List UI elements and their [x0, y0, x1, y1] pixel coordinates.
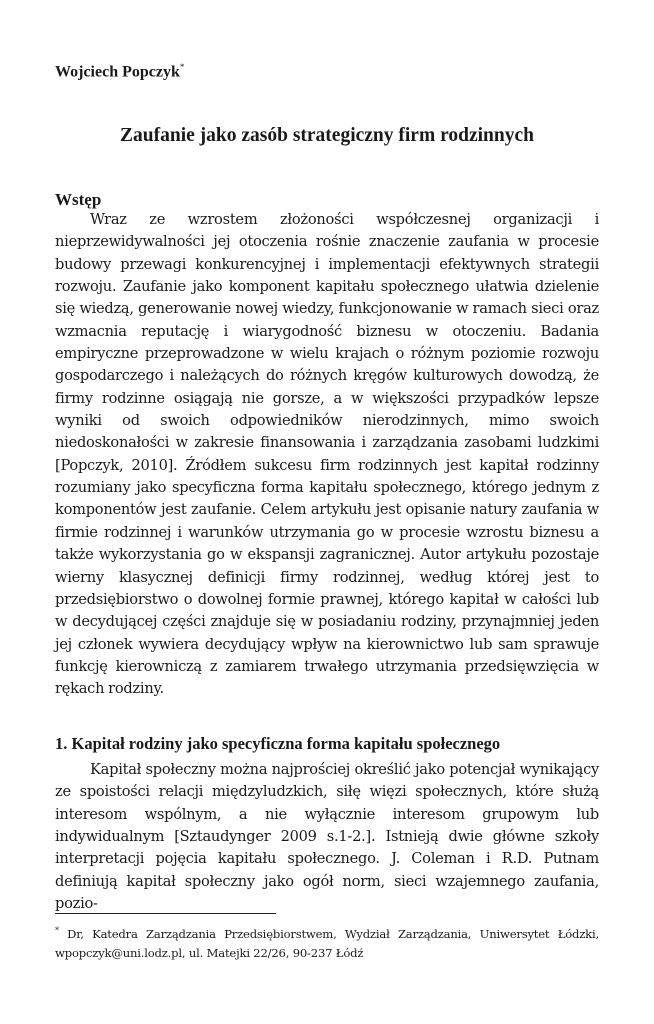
- section-1-heading: 1. Kapitał rodziny jako specyficzna forma kapitału społecznego: [55, 734, 501, 753]
- footnote-marker: *: [55, 926, 59, 935]
- paper-title: Zaufanie jako zasób strategiczny firm rodzinnych: [120, 125, 534, 146]
- footnote-text: Dr, Katedra Zarządzania Przedsiębiorstwem, Wydział Zarządzania, Uniwersytet Łódzki, wpopczyk@uni.lodz.pl, ul. Matejki 22/26, 90-237 Łódź: [55, 926, 599, 960]
- author-footnote-marker: *: [179, 62, 185, 72]
- footnote-divider: [55, 913, 276, 914]
- intro-paragraph: Wraz ze wzrostem złożoności współczesnej organizacji i nieprzewidywalności jej otoczenia rośnie znaczenie zaufania w procesie budowy przewagi konkurencyjnej i implementacji efektywnych strategii rozwoju. Zaufanie jako komponent kapitału społecznego ułatwia dzielenie się wiedzą, generowanie nowej wiedzy, funkcjonowanie w ramach sieci oraz wzmacnia reputację i wiarygodność biznesu w otoczeniu. Badania empiryczne przeprowadzone w wielu krajach o różnym poziomie rozwoju gospodarczego i należących do różnych kręgów kulturowych dowodzą, że firmy rodzinne osiągają nie gorsze, a w większości przypadków lepsze wyniki od swoich odpowiedników nierodzinnych, mimo swoich niedoskonałości w zakresie finansowania i zarządzania zasobami ludzkimi [Popczyk, 2010]. Źródłem sukcesu firm rodzinnych jest kapitał rodzinny rozumiany jako specyficzna forma kapitału społecznego, którego jednym z komponentów jest zaufanie. Celem artykułu jest opisanie natury zaufania w firmie rodzinnej i warunków utrzymania go w procesie wzrostu biznesu a także wykorzystania go w ekspansji zagranicznej. Autor artykułu pozostaje wierny klasycznej definicji firmy rodzinnej, według której jest to przedsiębiorstwo o dowolnej formie prawnej, którego kapitał w całości lub w decydującej części znajduje się w posiadaniu rodziny, przynajmniej jeden jej członek wywiera decydujący wpływ na kierownictwo lub sam sprawuje funkcję kierowniczą z zamiarem trwałego utrzymania przedsięwzięcia w rękach rodziny.: [55, 211, 599, 698]
- author-name: Wojciech Popczyk: [55, 63, 180, 81]
- author-line: [55, 62, 184, 81]
- footnote: [55, 921, 599, 963]
- section-1-paragraph: Kapitał społeczny można najprościej określić jako potencjał wynikający ze spoistości relacji międzyludzkich, siłę więzi społecznych, które służą interesom wspólnym, a nie wyłącznie interesom grupowym lub indywidualnym [Sztaudynger 2009 s.1-2.]. Istnieją dwie główne szkoły interpretacji pojęcia kapitału społecznego. J. Coleman i R.D. Putnam definiują kapitał społeczny jako ogół norm, sieci wzajemnego zaufania, pozio-: [55, 761, 599, 913]
- intro-heading: Wstęp: [55, 190, 102, 209]
- document-page: [55, 0, 599, 1024]
